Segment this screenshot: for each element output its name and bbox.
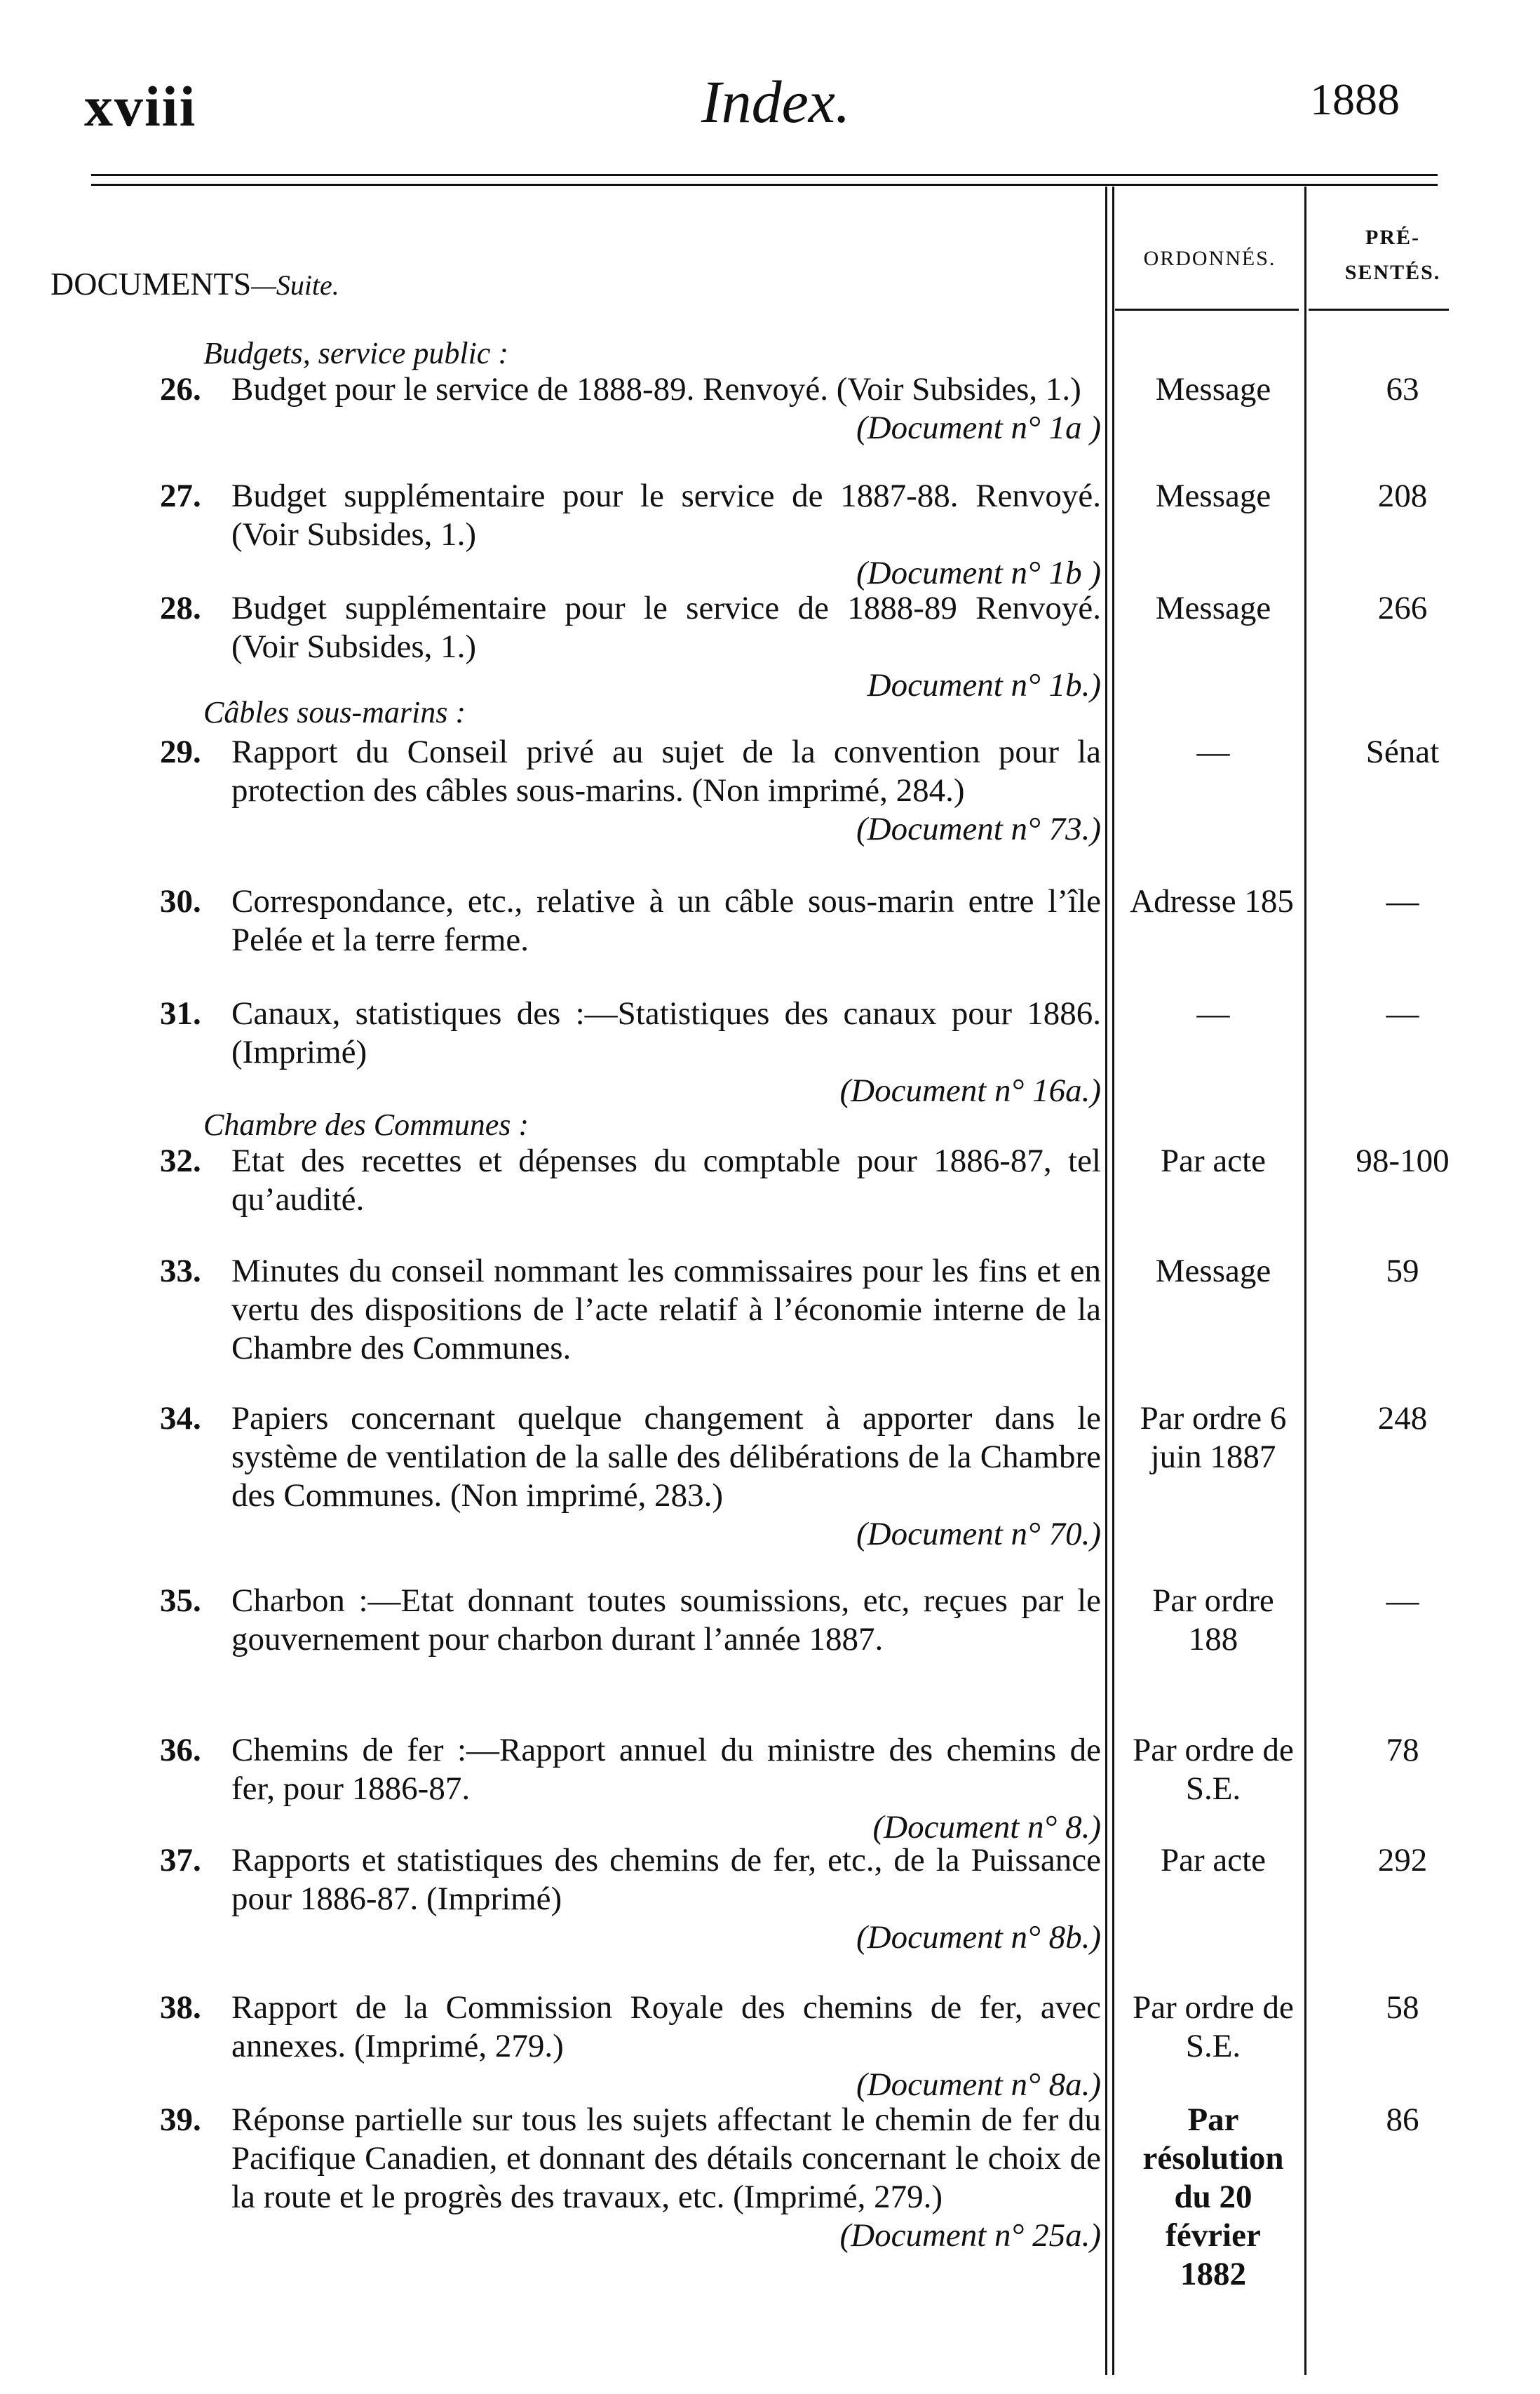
entry-number: 32. [160,1143,201,1179]
entry-text [231,1582,1101,1659]
entry-description: Correspondance, etc., relative à un câble sous-marin entre l’île Pelée et la terre ferme. [231,883,1101,958]
entry-text [231,1989,1101,2104]
entry-presentes: 86 [1386,2102,1419,2138]
entry-text [231,1731,1101,1847]
column-head-ordonnes: ORDONNÉS. [1143,247,1276,270]
entry-text [231,589,1101,705]
sub-heading-budgets: Budgets, service public : [203,336,508,370]
entry-presentes: 292 [1377,1842,1428,1878]
entry-number: 31. [160,995,201,1032]
entry-description: Canaux, statistiques des :—Statistiques des canaux pour 1886. (Imprimé) [231,995,1101,1070]
entry-presentes: 98-100 [1356,1143,1450,1179]
entry-ordonnes: Par ordre de S.E. [1133,1989,1294,2064]
header-rule-bottom [91,184,1438,186]
document-ref: (Document n° 8a.) [856,2066,1101,2103]
entry-text [231,995,1101,1110]
entry-ordonnes: Message [1155,1253,1271,1289]
entry-ordonnes: Par acte [1160,1842,1267,1878]
entry-presentes: 58 [1386,1989,1419,2026]
entry-presentes: — [1386,995,1419,1032]
column-head-presentes-1: PRÉ- [1365,226,1420,249]
entry-number: 26. [160,371,201,408]
entry-presentes: 248 [1377,1400,1428,1437]
entry-presentes: Sénat [1365,734,1440,770]
entry-number: 28. [160,590,201,626]
section-title-suffix: —Suite. [251,269,339,301]
entry-description: Charbon :—Etat donnant toutes soumissions, etc, reçues par le gouvernement pour charbon durant l’année 1887. [231,1582,1101,1657]
entry-number: 35. [160,1582,201,1619]
entry-presentes: 266 [1377,590,1428,626]
document-ref: Document n° 1b.) [867,667,1101,704]
entry-number: 39. [160,2102,201,2138]
entry-ordonnes: Message [1155,478,1271,514]
entry-presentes: 208 [1377,478,1428,514]
entry-number: 27. [160,478,201,514]
entry-description: Budget supplémentaire pour le service de 1888-89 Renvoyé. (Voir Subsides, 1.) [231,590,1101,665]
document-ref: (Document n° 70.) [856,1516,1101,1552]
entry-text [231,1841,1101,1957]
entry-ordonnes: Par ordre 6 juin 1887 [1140,1400,1287,1475]
column-head-presentes-underline [1309,309,1449,311]
column-divider-left [1105,187,1107,2375]
document-ref: (Document n° 8b.) [856,1919,1101,1956]
document-ref: (Document n° 8.) [872,1809,1101,1845]
entry-presentes: 59 [1386,1253,1419,1289]
entry-description: Rapport de la Commission Royale des chemins de fer, avec annexes. (Imprimé, 279.) [231,1989,1101,2064]
section-title [50,265,339,302]
document-ref: (Document n° 73.) [856,811,1101,847]
document-ref: (Document n° 1a ) [856,410,1101,446]
entry-text [231,882,1101,960]
entry-presentes: 78 [1386,1732,1419,1768]
entry-number: 37. [160,1842,201,1878]
page-number: xviii [84,74,197,138]
entry-ordonnes: — [1196,734,1230,770]
entry-description: Budget pour le service de 1888-89. Renvoyé. (Voir Subsides, 1.) [231,371,1081,408]
page-title: Index. [701,68,851,135]
entry-number: 30. [160,883,201,920]
entry-presentes: — [1386,1582,1419,1619]
entry-description: Rapports et statistiques des chemins de fer, etc., de la Puissance pour 1886-87. (Imprimé) [231,1842,1101,1917]
entry-number: 38. [160,1989,201,2026]
column-head-ordonnes-underline [1115,309,1299,311]
entry-description: Rapport du Conseil privé au sujet de la convention pour la protection des câbles sous-marins. (Non imprimé, 284.) [231,734,1101,809]
entry-number: 34. [160,1400,201,1437]
entry-description: Réponse partielle sur tous les sujets affectant le chemin de fer du Pacifique Canadien, et donnant des détails concernant le choix de la route et le progrès des travaux, etc. (Imprimé, 279.) [231,2102,1101,2215]
sub-heading-chambre: Chambre des Communes : [203,1108,529,1142]
entry-text [231,370,1101,448]
entry-ordonnes: Par acte [1160,1143,1267,1179]
entry-ordonnes: Par ordre 188 [1152,1582,1274,1657]
sub-heading-cables: Câbles sous-marins : [203,695,466,729]
entry-description: Minutes du conseil nommant les commissaires pour les fins et en vertu des dispositions de l’acte relatif à l’économie interne de la Chambre des Communes. [231,1253,1101,1366]
document-ref: (Document n° 16a.) [839,1072,1101,1109]
header-rule-top [91,174,1438,176]
document-ref: (Document n° 1b ) [856,555,1101,591]
entry-text [231,2101,1101,2255]
entry-number: 29. [160,734,201,770]
entry-text [231,1399,1101,1554]
entry-description: Etat des recettes et dépenses du comptable pour 1886-87, tel qu’audité. [231,1143,1101,1218]
entry-description: Chemins de fer :—Rapport annuel du ministre des chemins de fer, pour 1886-87. [231,1732,1101,1807]
entry-number: 36. [160,1732,201,1768]
entry-text [231,477,1101,593]
entry-ordonnes: Par ordre de S.E. [1133,1732,1294,1807]
section-title-main: DOCUMENTS [50,266,252,302]
entry-text [231,1252,1101,1368]
entry-description: Budget supplémentaire pour le service de 1887-88. Renvoyé. (Voir Subsides, 1.) [231,478,1101,553]
entry-text [231,1142,1101,1219]
entry-ordonnes: Par résolution du 20 février 1882 [1142,2102,1284,2292]
entry-number: 33. [160,1253,201,1289]
document-ref: (Document n° 25a.) [839,2217,1101,2254]
entry-ordonnes: Message [1155,371,1271,408]
entry-description: Papiers concernant quelque changement à apporter dans le système de ventilation de la salle des délibérations de la Chambre des Communes. (Non imprimé, 283.) [231,1400,1101,1514]
entry-ordonnes: Message [1155,590,1271,626]
entry-presentes: 63 [1386,371,1419,408]
entry-ordonnes: — [1196,995,1230,1032]
entry-presentes: — [1386,883,1419,920]
page-year: 1888 [1310,74,1400,124]
entry-text [231,733,1101,849]
column-head-presentes-2: SENTÉS. [1344,261,1441,284]
entry-ordonnes: Adresse 185 [1130,883,1294,920]
